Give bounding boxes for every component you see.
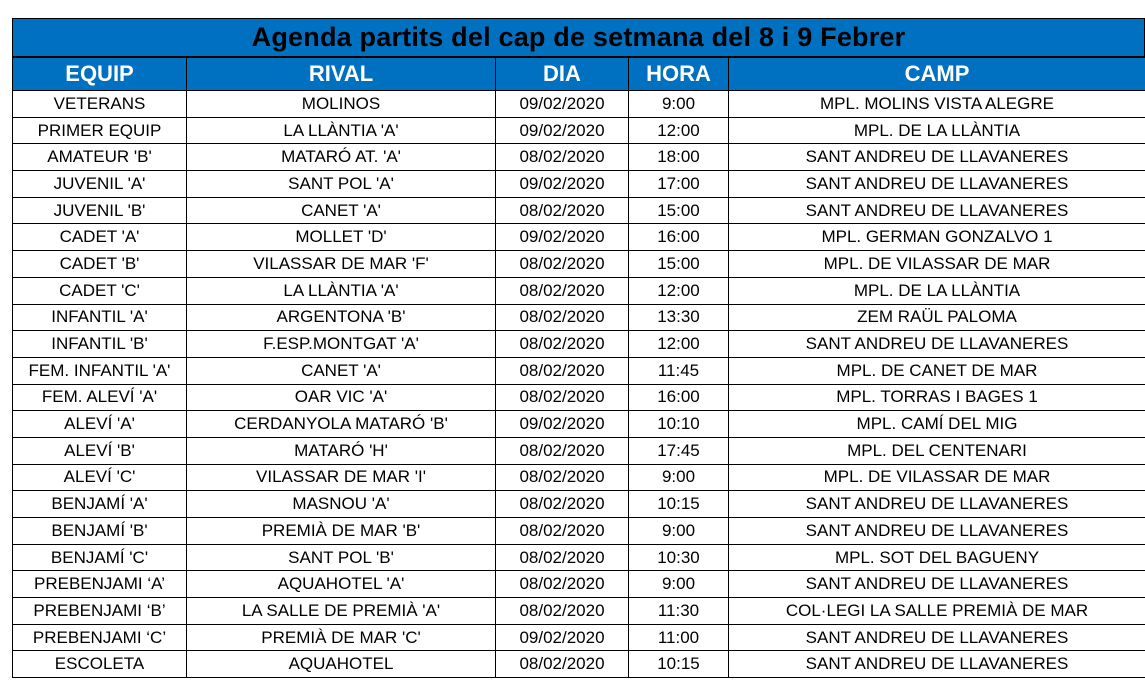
hora-cell: 15:00 bbox=[629, 197, 729, 224]
camp-cell: SANT ANDREU DE LLAVANERES bbox=[729, 331, 1145, 358]
equip-cell: BENJAMÍ 'B' bbox=[13, 518, 187, 545]
equip-cell: INFANTIL 'B' bbox=[13, 331, 187, 358]
column-header-hora: HORA bbox=[629, 58, 729, 91]
table-header-row bbox=[13, 58, 1145, 91]
camp-cell: SANT ANDREU DE LLAVANERES bbox=[729, 571, 1145, 598]
rival-cell: VILASSAR DE MAR 'F' bbox=[187, 251, 496, 278]
equip-cell: BENJAMÍ 'C' bbox=[13, 544, 187, 571]
equip-cell: AMATEUR 'B' bbox=[13, 144, 187, 171]
hora-cell: 17:00 bbox=[629, 171, 729, 198]
dia-cell: 08/02/2020 bbox=[496, 357, 629, 384]
equip-cell: PRIMER EQUIP bbox=[13, 117, 187, 144]
equip-cell: ALEVÍ 'A' bbox=[13, 411, 187, 438]
rival-cell: MATARÓ 'H' bbox=[187, 437, 496, 464]
camp-cell: SANT ANDREU DE LLAVANERES bbox=[729, 518, 1145, 545]
dia-cell: 08/02/2020 bbox=[496, 144, 629, 171]
rival-cell: CERDANYOLA MATARÓ 'B' bbox=[187, 411, 496, 438]
camp-cell: MPL. TORRAS I BAGES 1 bbox=[729, 384, 1145, 411]
rival-cell: MOLLET 'D' bbox=[187, 224, 496, 251]
table-row bbox=[13, 411, 1145, 438]
hora-cell: 9:00 bbox=[629, 91, 729, 118]
camp-cell: MPL. DE VILASSAR DE MAR bbox=[729, 464, 1145, 491]
rival-cell: AQUAHOTEL 'A' bbox=[187, 571, 496, 598]
hora-cell: 10:15 bbox=[629, 651, 729, 678]
rival-cell: MATARÓ AT. 'A' bbox=[187, 144, 496, 171]
hora-cell: 15:00 bbox=[629, 251, 729, 278]
rival-cell: CANET 'A' bbox=[187, 197, 496, 224]
camp-cell: ZEM RAÜL PALOMA bbox=[729, 304, 1145, 331]
equip-cell: ALEVÍ 'C' bbox=[13, 464, 187, 491]
dia-cell: 08/02/2020 bbox=[496, 518, 629, 545]
hora-cell: 9:00 bbox=[629, 464, 729, 491]
dia-cell: 08/02/2020 bbox=[496, 651, 629, 678]
camp-cell: MPL. DE LA LLÀNTIA bbox=[729, 117, 1145, 144]
rival-cell: ARGENTONA 'B' bbox=[187, 304, 496, 331]
dia-cell: 08/02/2020 bbox=[496, 197, 629, 224]
hora-cell: 10:30 bbox=[629, 544, 729, 571]
equip-cell: PREBENJAMI ‘B’ bbox=[13, 598, 187, 625]
table-row bbox=[13, 598, 1145, 625]
hora-cell: 11:00 bbox=[629, 624, 729, 651]
camp-cell: SANT ANDREU DE LLAVANERES bbox=[729, 624, 1145, 651]
rival-cell: VILASSAR DE MAR 'I' bbox=[187, 464, 496, 491]
equip-cell: PREBENJAMI ‘A’ bbox=[13, 571, 187, 598]
equip-cell: VETERANS bbox=[13, 91, 187, 118]
hora-cell: 10:10 bbox=[629, 411, 729, 438]
rival-cell: CANET 'A' bbox=[187, 357, 496, 384]
dia-cell: 08/02/2020 bbox=[496, 304, 629, 331]
camp-cell: MPL. CAMÍ DEL MIG bbox=[729, 411, 1145, 438]
table-row bbox=[13, 277, 1145, 304]
hora-cell: 18:00 bbox=[629, 144, 729, 171]
table-row bbox=[13, 624, 1145, 651]
hora-cell: 17:45 bbox=[629, 437, 729, 464]
table-row bbox=[13, 251, 1145, 278]
table-row bbox=[13, 651, 1145, 678]
dia-cell: 08/02/2020 bbox=[496, 544, 629, 571]
table-row bbox=[13, 464, 1145, 491]
camp-cell: MPL. SOT DEL BAGUENY bbox=[729, 544, 1145, 571]
table-row bbox=[13, 571, 1145, 598]
column-header-camp: CAMP bbox=[729, 58, 1145, 91]
camp-cell: SANT ANDREU DE LLAVANERES bbox=[729, 491, 1145, 518]
column-header-rival: RIVAL bbox=[187, 58, 496, 91]
hora-cell: 12:00 bbox=[629, 277, 729, 304]
equip-cell: ALEVÍ 'B' bbox=[13, 437, 187, 464]
hora-cell: 12:00 bbox=[629, 331, 729, 358]
dia-cell: 09/02/2020 bbox=[496, 224, 629, 251]
dia-cell: 08/02/2020 bbox=[496, 251, 629, 278]
rival-cell: LA LLÀNTIA 'A' bbox=[187, 117, 496, 144]
camp-cell: COL·LEGI LA SALLE PREMIÀ DE MAR bbox=[729, 598, 1145, 625]
dia-cell: 08/02/2020 bbox=[496, 384, 629, 411]
camp-cell: MPL. DEL CENTENARI bbox=[729, 437, 1145, 464]
table-row bbox=[13, 384, 1145, 411]
equip-cell: JUVENIL 'B' bbox=[13, 197, 187, 224]
rival-cell: SANT POL 'B' bbox=[187, 544, 496, 571]
dia-cell: 08/02/2020 bbox=[496, 598, 629, 625]
hora-cell: 10:15 bbox=[629, 491, 729, 518]
camp-cell: SANT ANDREU DE LLAVANERES bbox=[729, 144, 1145, 171]
equip-cell: JUVENIL 'A' bbox=[13, 171, 187, 198]
hora-cell: 16:00 bbox=[629, 384, 729, 411]
camp-cell: MPL. DE LA LLÀNTIA bbox=[729, 277, 1145, 304]
camp-cell: MPL. DE VILASSAR DE MAR bbox=[729, 251, 1145, 278]
dia-cell: 08/02/2020 bbox=[496, 331, 629, 358]
table-row bbox=[13, 171, 1145, 198]
dia-cell: 09/02/2020 bbox=[496, 411, 629, 438]
camp-cell: MPL. MOLINS VISTA ALEGRE bbox=[729, 91, 1145, 118]
dia-cell: 09/02/2020 bbox=[496, 624, 629, 651]
equip-cell: ESCOLETA bbox=[13, 651, 187, 678]
table-row bbox=[13, 491, 1145, 518]
equip-cell: PREBENJAMI ‘C’ bbox=[13, 624, 187, 651]
rival-cell: AQUAHOTEL bbox=[187, 651, 496, 678]
matches-table bbox=[12, 57, 1145, 678]
rival-cell: SANT POL 'A' bbox=[187, 171, 496, 198]
hora-cell: 16:00 bbox=[629, 224, 729, 251]
page-title: Agenda partits del cap de setmana del 8 i 9 Febrer bbox=[12, 18, 1145, 57]
equip-cell: CADET 'C' bbox=[13, 277, 187, 304]
rival-cell: MOLINOS bbox=[187, 91, 496, 118]
camp-cell: MPL. DE CANET DE MAR bbox=[729, 357, 1145, 384]
dia-cell: 08/02/2020 bbox=[496, 437, 629, 464]
table-row bbox=[13, 437, 1145, 464]
camp-cell: SANT ANDREU DE LLAVANERES bbox=[729, 651, 1145, 678]
hora-cell: 9:00 bbox=[629, 571, 729, 598]
rival-cell: LA SALLE DE PREMIÀ 'A' bbox=[187, 598, 496, 625]
equip-cell: INFANTIL 'A' bbox=[13, 304, 187, 331]
hora-cell: 9:00 bbox=[629, 518, 729, 545]
table-row bbox=[13, 144, 1145, 171]
hora-cell: 13:30 bbox=[629, 304, 729, 331]
table-row bbox=[13, 544, 1145, 571]
dia-cell: 09/02/2020 bbox=[496, 91, 629, 118]
table-row bbox=[13, 224, 1145, 251]
rival-cell: F.ESP.MONTGAT 'A' bbox=[187, 331, 496, 358]
dia-cell: 08/02/2020 bbox=[496, 491, 629, 518]
equip-cell: CADET 'A' bbox=[13, 224, 187, 251]
table-row bbox=[13, 117, 1145, 144]
dia-cell: 09/02/2020 bbox=[496, 171, 629, 198]
table-row bbox=[13, 357, 1145, 384]
rival-cell: MASNOU 'A' bbox=[187, 491, 496, 518]
table-row bbox=[13, 304, 1145, 331]
rival-cell: PREMIÀ DE MAR 'C' bbox=[187, 624, 496, 651]
table-row bbox=[13, 518, 1145, 545]
hora-cell: 12:00 bbox=[629, 117, 729, 144]
dia-cell: 09/02/2020 bbox=[496, 117, 629, 144]
dia-cell: 08/02/2020 bbox=[496, 464, 629, 491]
equip-cell: FEM. INFANTIL 'A' bbox=[13, 357, 187, 384]
hora-cell: 11:30 bbox=[629, 598, 729, 625]
camp-cell: SANT ANDREU DE LLAVANERES bbox=[729, 171, 1145, 198]
rival-cell: PREMIÀ DE MAR 'B' bbox=[187, 518, 496, 545]
table-row bbox=[13, 197, 1145, 224]
equip-cell: CADET 'B' bbox=[13, 251, 187, 278]
column-header-dia: DIA bbox=[496, 58, 629, 91]
rival-cell: OAR VIC 'A' bbox=[187, 384, 496, 411]
dia-cell: 08/02/2020 bbox=[496, 571, 629, 598]
equip-cell: FEM. ALEVÍ 'A' bbox=[13, 384, 187, 411]
camp-cell: MPL. GERMAN GONZALVO 1 bbox=[729, 224, 1145, 251]
hora-cell: 11:45 bbox=[629, 357, 729, 384]
table-row bbox=[13, 331, 1145, 358]
schedule-sheet bbox=[12, 18, 1145, 678]
equip-cell: BENJAMÍ 'A' bbox=[13, 491, 187, 518]
dia-cell: 08/02/2020 bbox=[496, 277, 629, 304]
camp-cell: SANT ANDREU DE LLAVANERES bbox=[729, 197, 1145, 224]
table-row bbox=[13, 91, 1145, 118]
rival-cell: LA LLÀNTIA 'A' bbox=[187, 277, 496, 304]
column-header-equip: EQUIP bbox=[13, 58, 187, 91]
